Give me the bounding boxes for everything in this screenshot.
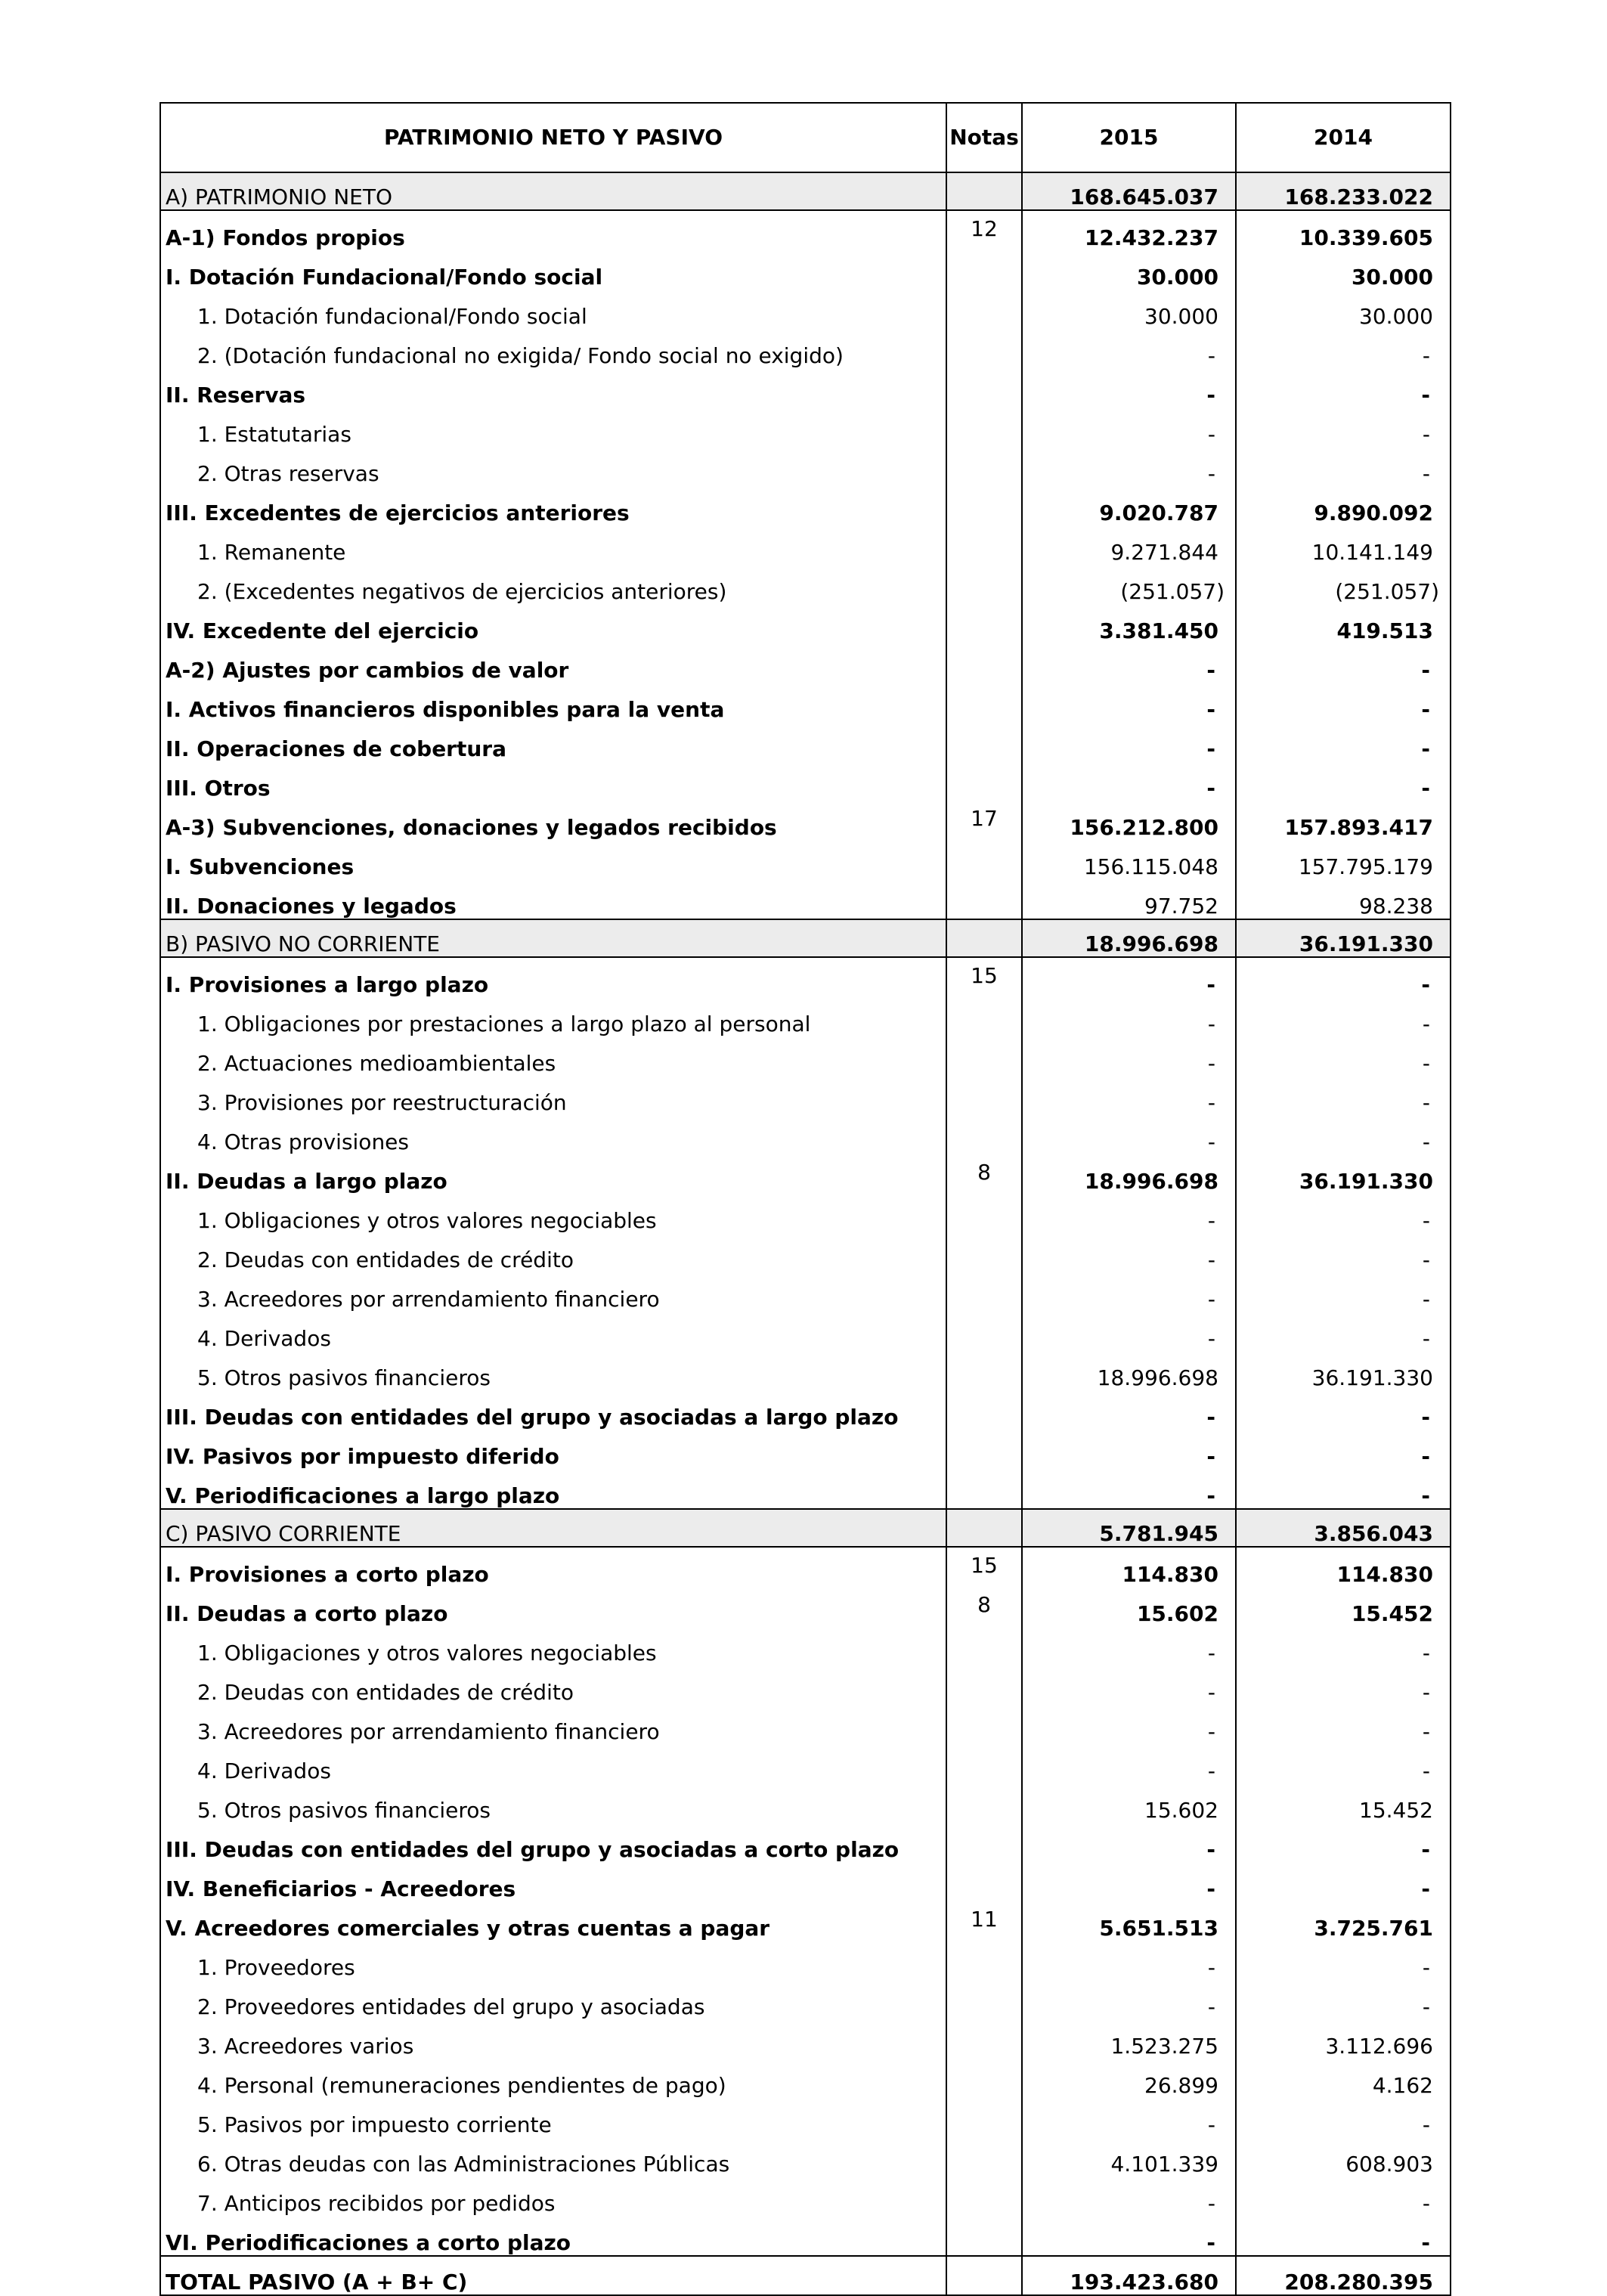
table-row bbox=[160, 2137, 1451, 2177]
row-value-2015: 18.996.698 bbox=[1022, 1351, 1236, 1390]
table-row bbox=[160, 486, 1451, 525]
row-note bbox=[946, 250, 1022, 290]
table-row bbox=[160, 2256, 1451, 2295]
row-note bbox=[946, 1705, 1022, 1744]
row-value-2015: - bbox=[1022, 1194, 1236, 1233]
row-value-2014: - bbox=[1236, 2177, 1451, 2216]
row-value-2014: 157.795.179 bbox=[1236, 840, 1451, 879]
row-note bbox=[946, 879, 1022, 919]
row-note bbox=[946, 1744, 1022, 1783]
row-note bbox=[946, 2256, 1022, 2295]
row-label: IV. Beneficiarios - Acreedores bbox=[160, 1862, 946, 1901]
row-value-2014: 30.000 bbox=[1236, 290, 1451, 329]
row-value-2015: 9.020.787 bbox=[1022, 486, 1236, 525]
table-row bbox=[160, 407, 1451, 447]
row-note bbox=[946, 1783, 1022, 1823]
row-value-2014: 157.893.417 bbox=[1236, 801, 1451, 840]
row-label: 3. Acreedores por arrendamiento financiero bbox=[160, 1272, 946, 1312]
row-value-2015: 18.996.698 bbox=[1022, 919, 1236, 957]
row-label: II. Deudas a largo plazo bbox=[160, 1154, 946, 1194]
row-note bbox=[946, 604, 1022, 643]
row-note bbox=[946, 1980, 1022, 2019]
table-row bbox=[160, 1941, 1451, 1980]
row-value-2014: - bbox=[1236, 1272, 1451, 1312]
row-label: I. Dotación Fundacional/Fondo social bbox=[160, 250, 946, 290]
header-notes: Notas bbox=[946, 103, 1022, 172]
row-value-2015: - bbox=[1022, 368, 1236, 407]
row-note: 8 bbox=[946, 1587, 1022, 1626]
row-value-2014: - bbox=[1236, 447, 1451, 486]
row-note bbox=[946, 2137, 1022, 2177]
row-value-2014: - bbox=[1236, 722, 1451, 761]
table-body bbox=[160, 172, 1451, 2295]
row-label: 4. Derivados bbox=[160, 1744, 946, 1783]
row-value-2014: - bbox=[1236, 1980, 1451, 2019]
row-note: 17 bbox=[946, 801, 1022, 840]
row-value-2014: 3.856.043 bbox=[1236, 1509, 1451, 1547]
row-value-2014: - bbox=[1236, 643, 1451, 683]
row-label: III. Otros bbox=[160, 761, 946, 801]
row-note bbox=[946, 1351, 1022, 1390]
row-value-2014: - bbox=[1236, 957, 1451, 997]
row-note bbox=[946, 1036, 1022, 1076]
table-row bbox=[160, 210, 1451, 250]
table-row bbox=[160, 1547, 1451, 1587]
table-row bbox=[160, 761, 1451, 801]
row-value-2014: - bbox=[1236, 683, 1451, 722]
row-value-2014: 15.452 bbox=[1236, 1783, 1451, 1823]
row-label: I. Activos financieros disponibles para la venta bbox=[160, 683, 946, 722]
row-value-2014: - bbox=[1236, 329, 1451, 368]
row-value-2015: 156.115.048 bbox=[1022, 840, 1236, 879]
row-note bbox=[946, 1626, 1022, 1665]
table-row bbox=[160, 447, 1451, 486]
row-value-2015: - bbox=[1022, 1941, 1236, 1980]
table-row bbox=[160, 1233, 1451, 1272]
row-value-2014: 208.280.395 bbox=[1236, 2256, 1451, 2295]
row-value-2014: 419.513 bbox=[1236, 604, 1451, 643]
row-note bbox=[946, 407, 1022, 447]
row-note bbox=[946, 1390, 1022, 1430]
row-value-2014: 9.890.092 bbox=[1236, 486, 1451, 525]
table-row bbox=[160, 565, 1451, 604]
row-label: V. Periodificaciones a largo plazo bbox=[160, 1469, 946, 1509]
row-label: III. Deudas con entidades del grupo y asociadas a corto plazo bbox=[160, 1823, 946, 1862]
row-value-2015: 114.830 bbox=[1022, 1547, 1236, 1587]
row-note bbox=[946, 329, 1022, 368]
row-label: 3. Acreedores por arrendamiento financiero bbox=[160, 1705, 946, 1744]
row-value-2015: 3.381.450 bbox=[1022, 604, 1236, 643]
row-value-2015: - bbox=[1022, 1390, 1236, 1430]
row-value-2014: - bbox=[1236, 1823, 1451, 1862]
table-row bbox=[160, 840, 1451, 879]
row-value-2015: 5.781.945 bbox=[1022, 1509, 1236, 1547]
row-value-2015: - bbox=[1022, 643, 1236, 683]
row-value-2014: - bbox=[1236, 1036, 1451, 1076]
row-value-2014: - bbox=[1236, 2216, 1451, 2256]
row-value-2015: - bbox=[1022, 1980, 1236, 2019]
row-value-2015: - bbox=[1022, 1312, 1236, 1351]
row-note bbox=[946, 643, 1022, 683]
row-note bbox=[946, 2177, 1022, 2216]
row-label: 3. Acreedores varios bbox=[160, 2019, 946, 2059]
row-value-2014: 114.830 bbox=[1236, 1547, 1451, 1587]
row-value-2015: 156.212.800 bbox=[1022, 801, 1236, 840]
row-value-2015: - bbox=[1022, 1430, 1236, 1469]
table-row bbox=[160, 604, 1451, 643]
header-year-2014: 2014 bbox=[1236, 103, 1451, 172]
table-row bbox=[160, 1076, 1451, 1115]
row-note bbox=[946, 683, 1022, 722]
row-label: II. Donaciones y legados bbox=[160, 879, 946, 919]
row-label: 7. Anticipos recibidos por pedidos bbox=[160, 2177, 946, 2216]
row-note bbox=[946, 368, 1022, 407]
row-value-2014: 15.452 bbox=[1236, 1587, 1451, 1626]
row-value-2015: - bbox=[1022, 997, 1236, 1036]
table-row bbox=[160, 1783, 1451, 1823]
row-note bbox=[946, 2059, 1022, 2098]
row-value-2015: 9.271.844 bbox=[1022, 525, 1236, 565]
table-row bbox=[160, 801, 1451, 840]
table-row bbox=[160, 1272, 1451, 1312]
row-value-2015: - bbox=[1022, 1823, 1236, 1862]
row-value-2015: (251.057) bbox=[1022, 565, 1236, 604]
row-label: 5. Otros pasivos financieros bbox=[160, 1351, 946, 1390]
row-note bbox=[946, 1115, 1022, 1154]
row-label: I. Provisiones a largo plazo bbox=[160, 957, 946, 997]
row-value-2015: - bbox=[1022, 1705, 1236, 1744]
row-note bbox=[946, 486, 1022, 525]
row-label: 4. Derivados bbox=[160, 1312, 946, 1351]
row-value-2015: - bbox=[1022, 1115, 1236, 1154]
table-row bbox=[160, 1901, 1451, 1941]
row-label: 2. Proveedores entidades del grupo y asociadas bbox=[160, 1980, 946, 2019]
table-row bbox=[160, 957, 1451, 997]
row-value-2014: 30.000 bbox=[1236, 250, 1451, 290]
row-value-2014: - bbox=[1236, 997, 1451, 1036]
row-label: 1. Obligaciones y otros valores negociables bbox=[160, 1626, 946, 1665]
row-note bbox=[946, 1272, 1022, 1312]
table-row bbox=[160, 368, 1451, 407]
row-label: IV. Excedente del ejercicio bbox=[160, 604, 946, 643]
row-value-2014: - bbox=[1236, 1115, 1451, 1154]
row-value-2014: - bbox=[1236, 1665, 1451, 1705]
row-label: C) PASIVO CORRIENTE bbox=[160, 1509, 946, 1547]
row-value-2014: - bbox=[1236, 1469, 1451, 1509]
row-label: VI. Periodificaciones a corto plazo bbox=[160, 2216, 946, 2256]
row-note bbox=[946, 1823, 1022, 1862]
row-value-2015: - bbox=[1022, 1862, 1236, 1901]
row-value-2014: - bbox=[1236, 1076, 1451, 1115]
row-label: IV. Pasivos por impuesto diferido bbox=[160, 1430, 946, 1469]
table-row bbox=[160, 2059, 1451, 2098]
row-value-2014: 10.339.605 bbox=[1236, 210, 1451, 250]
row-note bbox=[946, 840, 1022, 879]
row-note bbox=[946, 172, 1022, 210]
row-value-2014: 608.903 bbox=[1236, 2137, 1451, 2177]
row-value-2015: - bbox=[1022, 2177, 1236, 2216]
table-row bbox=[160, 1862, 1451, 1901]
row-label: II. Reservas bbox=[160, 368, 946, 407]
table-row bbox=[160, 1980, 1451, 2019]
row-note bbox=[946, 722, 1022, 761]
table-row bbox=[160, 643, 1451, 683]
row-value-2014: 98.238 bbox=[1236, 879, 1451, 919]
row-note bbox=[946, 1941, 1022, 1980]
table-row bbox=[160, 919, 1451, 957]
row-value-2014: - bbox=[1236, 1705, 1451, 1744]
row-label: 4. Otras provisiones bbox=[160, 1115, 946, 1154]
row-value-2014: 36.191.330 bbox=[1236, 919, 1451, 957]
row-label: II. Deudas a corto plazo bbox=[160, 1587, 946, 1626]
row-label: III. Deudas con entidades del grupo y asociadas a largo plazo bbox=[160, 1390, 946, 1430]
row-label: III. Excedentes de ejercicios anteriores bbox=[160, 486, 946, 525]
row-note: 15 bbox=[946, 1547, 1022, 1587]
row-label: A-3) Subvenciones, donaciones y legados recibidos bbox=[160, 801, 946, 840]
row-value-2015: - bbox=[1022, 1272, 1236, 1312]
row-note bbox=[946, 1194, 1022, 1233]
row-label: 2. Deudas con entidades de crédito bbox=[160, 1665, 946, 1705]
table-row bbox=[160, 1036, 1451, 1076]
row-label: A) PATRIMONIO NETO bbox=[160, 172, 946, 210]
row-note bbox=[946, 447, 1022, 486]
table-row bbox=[160, 2019, 1451, 2059]
row-note bbox=[946, 2019, 1022, 2059]
row-note bbox=[946, 565, 1022, 604]
row-note: 15 bbox=[946, 957, 1022, 997]
row-label: 2. (Dotación fundacional no exigida/ Fondo social no exigido) bbox=[160, 329, 946, 368]
row-value-2015: - bbox=[1022, 1076, 1236, 1115]
row-value-2015: 30.000 bbox=[1022, 250, 1236, 290]
row-label: 1. Proveedores bbox=[160, 1941, 946, 1980]
row-value-2014: 168.233.022 bbox=[1236, 172, 1451, 210]
row-label: B) PASIVO NO CORRIENTE bbox=[160, 919, 946, 957]
table-row bbox=[160, 1312, 1451, 1351]
row-value-2014: - bbox=[1236, 1194, 1451, 1233]
row-value-2015: 4.101.339 bbox=[1022, 2137, 1236, 2177]
row-value-2015: 97.752 bbox=[1022, 879, 1236, 919]
row-label: 3. Provisiones por reestructuración bbox=[160, 1076, 946, 1115]
row-label: 2. Otras reservas bbox=[160, 447, 946, 486]
row-label: 5. Otros pasivos financieros bbox=[160, 1783, 946, 1823]
header-title: PATRIMONIO NETO Y PASIVO bbox=[160, 103, 946, 172]
table-row bbox=[160, 1390, 1451, 1430]
row-value-2015: 12.432.237 bbox=[1022, 210, 1236, 250]
row-note bbox=[946, 1076, 1022, 1115]
row-value-2015: 193.423.680 bbox=[1022, 2256, 1236, 2295]
row-value-2015: - bbox=[1022, 1233, 1236, 1272]
row-note bbox=[946, 290, 1022, 329]
row-label: 2. Deudas con entidades de crédito bbox=[160, 1233, 946, 1272]
balance-sheet bbox=[159, 102, 1450, 2296]
row-value-2015: 26.899 bbox=[1022, 2059, 1236, 2098]
table-row bbox=[160, 1430, 1451, 1469]
row-value-2015: 15.602 bbox=[1022, 1783, 1236, 1823]
row-label: I. Provisiones a corto plazo bbox=[160, 1547, 946, 1587]
row-value-2015: - bbox=[1022, 1744, 1236, 1783]
table-row bbox=[160, 525, 1451, 565]
row-label: 2. Actuaciones medioambientales bbox=[160, 1036, 946, 1076]
row-value-2014: - bbox=[1236, 1862, 1451, 1901]
table-row bbox=[160, 997, 1451, 1036]
row-value-2015: 5.651.513 bbox=[1022, 1901, 1236, 1941]
row-value-2015: - bbox=[1022, 957, 1236, 997]
table-row bbox=[160, 329, 1451, 368]
table-row bbox=[160, 1351, 1451, 1390]
row-value-2015: - bbox=[1022, 2216, 1236, 2256]
row-value-2014: 10.141.149 bbox=[1236, 525, 1451, 565]
table-row bbox=[160, 1469, 1451, 1509]
row-value-2014: - bbox=[1236, 1312, 1451, 1351]
row-value-2014: - bbox=[1236, 368, 1451, 407]
table-row bbox=[160, 1154, 1451, 1194]
table-row bbox=[160, 2098, 1451, 2137]
row-note bbox=[946, 2216, 1022, 2256]
row-value-2014: 36.191.330 bbox=[1236, 1351, 1451, 1390]
row-note bbox=[946, 1862, 1022, 1901]
table-row bbox=[160, 250, 1451, 290]
row-note bbox=[946, 2098, 1022, 2137]
row-value-2014: - bbox=[1236, 1626, 1451, 1665]
row-label: 1. Obligaciones por prestaciones a largo plazo al personal bbox=[160, 997, 946, 1036]
row-label: 6. Otras deudas con las Administraciones Públicas bbox=[160, 2137, 946, 2177]
table-row bbox=[160, 1744, 1451, 1783]
row-value-2014: - bbox=[1236, 1941, 1451, 1980]
table-row bbox=[160, 2177, 1451, 2216]
row-value-2015: - bbox=[1022, 407, 1236, 447]
row-note bbox=[946, 919, 1022, 957]
row-value-2015: - bbox=[1022, 1665, 1236, 1705]
row-label: 2. (Excedentes negativos de ejercicios anteriores) bbox=[160, 565, 946, 604]
row-label: I. Subvenciones bbox=[160, 840, 946, 879]
table-row bbox=[160, 1115, 1451, 1154]
row-value-2014: - bbox=[1236, 1390, 1451, 1430]
row-value-2015: - bbox=[1022, 2098, 1236, 2137]
header-row bbox=[160, 103, 1451, 172]
row-note bbox=[946, 1233, 1022, 1272]
row-note bbox=[946, 1312, 1022, 1351]
row-note bbox=[946, 761, 1022, 801]
row-label: 1. Remanente bbox=[160, 525, 946, 565]
row-value-2015: 168.645.037 bbox=[1022, 172, 1236, 210]
row-value-2014: - bbox=[1236, 1744, 1451, 1783]
row-value-2014: 4.162 bbox=[1236, 2059, 1451, 2098]
row-note bbox=[946, 997, 1022, 1036]
row-value-2015: 1.523.275 bbox=[1022, 2019, 1236, 2059]
table-row bbox=[160, 1705, 1451, 1744]
row-label: 5. Pasivos por impuesto corriente bbox=[160, 2098, 946, 2137]
row-note bbox=[946, 1509, 1022, 1547]
table-row bbox=[160, 1587, 1451, 1626]
row-label: 4. Personal (remuneraciones pendientes de pago) bbox=[160, 2059, 946, 2098]
row-note bbox=[946, 1469, 1022, 1509]
table-row bbox=[160, 1194, 1451, 1233]
row-label: V. Acreedores comerciales y otras cuentas a pagar bbox=[160, 1901, 946, 1941]
row-value-2014: - bbox=[1236, 2098, 1451, 2137]
table-row bbox=[160, 879, 1451, 919]
row-note bbox=[946, 525, 1022, 565]
row-label: TOTAL PASIVO (A + B+ C) bbox=[160, 2256, 946, 2295]
table-row bbox=[160, 172, 1451, 210]
row-value-2014: - bbox=[1236, 407, 1451, 447]
liabilities-table bbox=[159, 102, 1451, 2296]
row-value-2015: - bbox=[1022, 447, 1236, 486]
table-row bbox=[160, 2216, 1451, 2256]
row-value-2014: 36.191.330 bbox=[1236, 1154, 1451, 1194]
row-value-2015: - bbox=[1022, 683, 1236, 722]
row-label: 1. Dotación fundacional/Fondo social bbox=[160, 290, 946, 329]
table-row bbox=[160, 683, 1451, 722]
row-label: A-1) Fondos propios bbox=[160, 210, 946, 250]
row-value-2014: 3.112.696 bbox=[1236, 2019, 1451, 2059]
row-value-2014: - bbox=[1236, 1430, 1451, 1469]
row-value-2015: 18.996.698 bbox=[1022, 1154, 1236, 1194]
table-row bbox=[160, 722, 1451, 761]
row-note: 12 bbox=[946, 210, 1022, 250]
row-value-2015: - bbox=[1022, 1036, 1236, 1076]
row-value-2015: - bbox=[1022, 329, 1236, 368]
row-value-2014: (251.057) bbox=[1236, 565, 1451, 604]
table-row bbox=[160, 290, 1451, 329]
table-row bbox=[160, 1626, 1451, 1665]
row-value-2015: - bbox=[1022, 1469, 1236, 1509]
row-note bbox=[946, 1430, 1022, 1469]
row-value-2014: - bbox=[1236, 1233, 1451, 1272]
row-value-2015: 15.602 bbox=[1022, 1587, 1236, 1626]
row-value-2014: 3.725.761 bbox=[1236, 1901, 1451, 1941]
row-value-2014: - bbox=[1236, 761, 1451, 801]
table-row bbox=[160, 1509, 1451, 1547]
row-label: A-2) Ajustes por cambios de valor bbox=[160, 643, 946, 683]
row-note: 11 bbox=[946, 1901, 1022, 1941]
row-value-2015: - bbox=[1022, 1626, 1236, 1665]
table-row bbox=[160, 1665, 1451, 1705]
row-label: 1. Obligaciones y otros valores negociables bbox=[160, 1194, 946, 1233]
header-year-2015: 2015 bbox=[1022, 103, 1236, 172]
table-row bbox=[160, 1823, 1451, 1862]
row-note: 8 bbox=[946, 1154, 1022, 1194]
row-label: 1. Estatutarias bbox=[160, 407, 946, 447]
row-value-2015: 30.000 bbox=[1022, 290, 1236, 329]
row-value-2015: - bbox=[1022, 722, 1236, 761]
row-note bbox=[946, 1665, 1022, 1705]
row-label: II. Operaciones de cobertura bbox=[160, 722, 946, 761]
row-value-2015: - bbox=[1022, 761, 1236, 801]
